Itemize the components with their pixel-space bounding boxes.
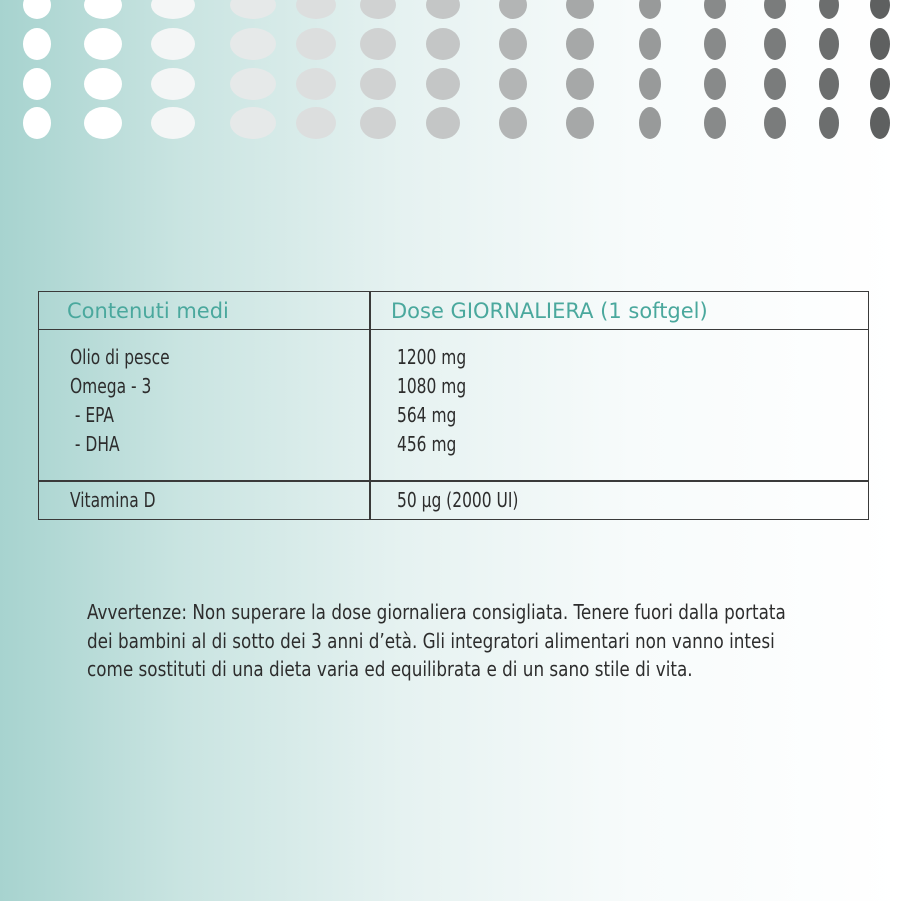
decorative-dot bbox=[296, 0, 336, 19]
decorative-dot bbox=[84, 28, 122, 60]
decorative-dot bbox=[84, 107, 122, 139]
decorative-dot bbox=[566, 28, 594, 60]
decorative-dot bbox=[360, 107, 396, 139]
decorative-dot bbox=[764, 28, 786, 60]
decorative-dot bbox=[499, 0, 527, 19]
row-divider bbox=[39, 480, 868, 482]
nutrient-value-epa: 564 mg bbox=[397, 403, 457, 427]
decorative-dot bbox=[704, 68, 726, 100]
nutrient-name-epa: - EPA bbox=[70, 403, 115, 427]
header-average-contents: Contenuti medi bbox=[67, 299, 229, 323]
decorative-dot bbox=[23, 107, 51, 139]
decorative-dot bbox=[870, 107, 890, 139]
decorative-dot bbox=[151, 0, 195, 19]
decorative-dot bbox=[566, 107, 594, 139]
decorative-dot bbox=[230, 28, 276, 60]
nutrient-name-vitamin-d: Vitamina D bbox=[70, 488, 156, 512]
decorative-dot bbox=[360, 0, 396, 19]
decorative-dot bbox=[426, 0, 460, 19]
decorative-dot bbox=[84, 0, 122, 19]
decorative-dot bbox=[360, 28, 396, 60]
decorative-dot bbox=[639, 28, 661, 60]
nutrient-value-fish-oil: 1200 mg bbox=[397, 345, 467, 369]
decorative-dot bbox=[819, 68, 839, 100]
decorative-dot bbox=[151, 28, 195, 60]
decorative-dot bbox=[426, 68, 460, 100]
decorative-dot bbox=[426, 107, 460, 139]
decorative-dot bbox=[764, 68, 786, 100]
nutrient-value-omega3: 1080 mg bbox=[397, 374, 467, 398]
decorative-dot bbox=[499, 28, 527, 60]
decorative-dot bbox=[151, 68, 195, 100]
decorative-dot bbox=[84, 68, 122, 100]
decorative-dot bbox=[230, 107, 276, 139]
decorative-dot bbox=[566, 68, 594, 100]
decorative-dot bbox=[819, 107, 839, 139]
nutrient-name-dha: - DHA bbox=[70, 432, 120, 456]
warning-line-3: come sostituti di una dieta varia ed equilibrata e di un sano stile di vita. bbox=[87, 657, 693, 681]
decorative-dot bbox=[360, 68, 396, 100]
decorative-dot bbox=[764, 0, 786, 19]
nutrient-name-omega3: Omega - 3 bbox=[70, 374, 152, 398]
nutrient-value-vitamin-d: 50 µg (2000 UI) bbox=[397, 488, 519, 512]
decorative-dot bbox=[296, 68, 336, 100]
decorative-dot bbox=[23, 28, 51, 60]
decorative-dot bbox=[499, 68, 527, 100]
decorative-dot bbox=[870, 28, 890, 60]
column-divider bbox=[369, 292, 371, 519]
warning-line-1: Avvertenze: Non superare la dose giornaliera consigliata. Tenere fuori dalla portata bbox=[87, 600, 786, 624]
nutrient-values bbox=[397, 343, 466, 459]
nutrient-value-dha: 456 mg bbox=[397, 432, 457, 456]
warning-line-2: dei bambini al di sotto dei 3 anni d’età. Gli integratori alimentari non vanno intesi bbox=[87, 628, 775, 653]
decorative-dot bbox=[426, 28, 460, 60]
nutrient-names bbox=[70, 343, 170, 459]
decorative-dot bbox=[23, 68, 51, 100]
nutrient-name-fish-oil: Olio di pesce bbox=[70, 345, 170, 369]
decorative-dot bbox=[296, 28, 336, 60]
decorative-dot bbox=[499, 107, 527, 139]
decorative-dot bbox=[764, 107, 786, 139]
decorative-dot bbox=[296, 107, 336, 139]
nutrition-table bbox=[38, 291, 869, 520]
table-header-row bbox=[39, 292, 868, 330]
decorative-dot bbox=[566, 0, 594, 19]
decorative-dot bbox=[819, 0, 839, 19]
decorative-dot bbox=[230, 68, 276, 100]
decorative-dot bbox=[870, 0, 890, 19]
decorative-dot bbox=[23, 0, 51, 19]
warning-text bbox=[87, 598, 843, 684]
decorative-dot bbox=[639, 68, 661, 100]
decorative-dot bbox=[870, 68, 890, 100]
decorative-dot bbox=[704, 28, 726, 60]
decorative-dot bbox=[704, 107, 726, 139]
decorative-dot bbox=[151, 107, 195, 139]
decorative-dot bbox=[230, 0, 276, 19]
header-daily-dose: Dose GIORNALIERA (1 softgel) bbox=[391, 299, 708, 323]
decorative-dot bbox=[639, 107, 661, 139]
decorative-dot-pattern bbox=[0, 0, 901, 150]
decorative-dot bbox=[639, 0, 661, 19]
decorative-dot bbox=[704, 0, 726, 19]
decorative-dot bbox=[819, 28, 839, 60]
